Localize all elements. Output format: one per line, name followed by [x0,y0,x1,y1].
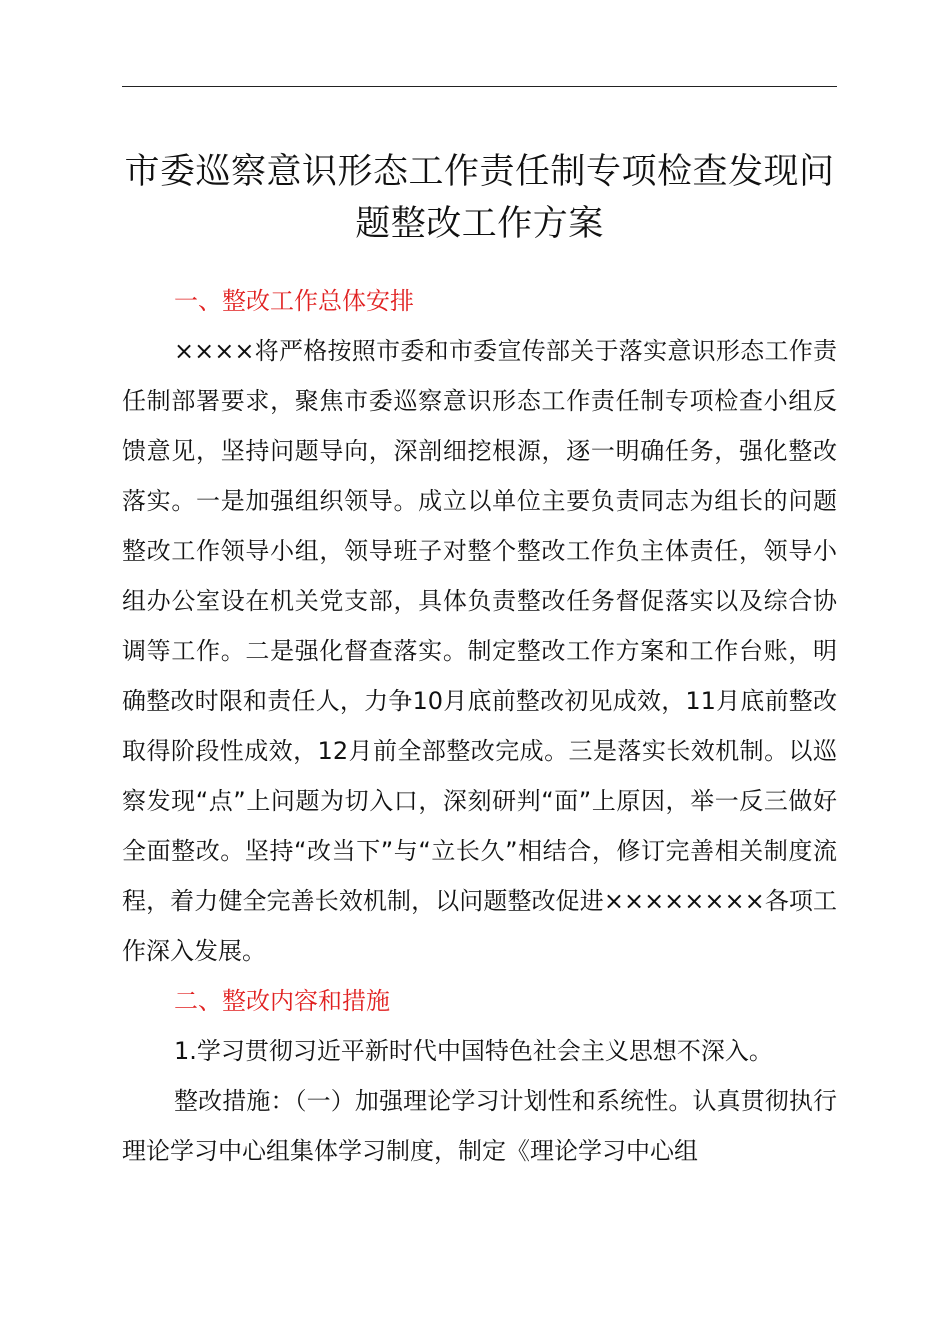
title-line-2: 题整改工作方案 [355,204,604,244]
title-line-1: 市委巡察意识形态工作责任制专项检查发现问 [124,152,835,192]
measures-paragraph: 整改措施：（一）加强理论学习计划性和系统性。认真贯彻执行理论学习中心组集体学习制度，制定《理论学习中心组 [122,1087,837,1165]
document-title [122,146,837,250]
section-1-heading: 一、整改工作总体安排 [174,287,414,315]
item-1: 1.学习贯彻习近平新时代中国特色社会主义思想不深入。 [174,1037,773,1065]
section-1-paragraph: ××××将严格按照市委和市委宣传部关于落实意识形态工作责任制部署要求，聚焦市委巡察意识形态工作责任制专项检查小组反馈意见，坚持问题导向，深剖细挖根源，逐一明确任务，强化整改落实。一是加强组织领导。成立以单位主要负责同志为组长的问题整改工作领导小组，领导班子对整个整改工作负主体责任，领导小组办公室设在机关党支部，具体负责整改任务督促落实以及综合协调等工作。二是强化督查落实。制定整改工作方案和工作台账，明确整改时限和责任人，力争10月底前整改初见成效，11月底前整改取得阶段性成效，12月前全部整改完成。三是落实长效机制。以巡察发现“点”上问题为切入口，深刻研判“面”上原因，举一反三做好全面整改。坚持“改当下”与“立长久”相结合，修订完善相关制度流程，着力健全完善长效机制，以问题整改促进××××××××各项工作深入发展。 [122,337,837,965]
header-rule [122,86,837,87]
document-body [122,276,837,1176]
section-2-heading: 二、整改内容和措施 [174,987,390,1015]
